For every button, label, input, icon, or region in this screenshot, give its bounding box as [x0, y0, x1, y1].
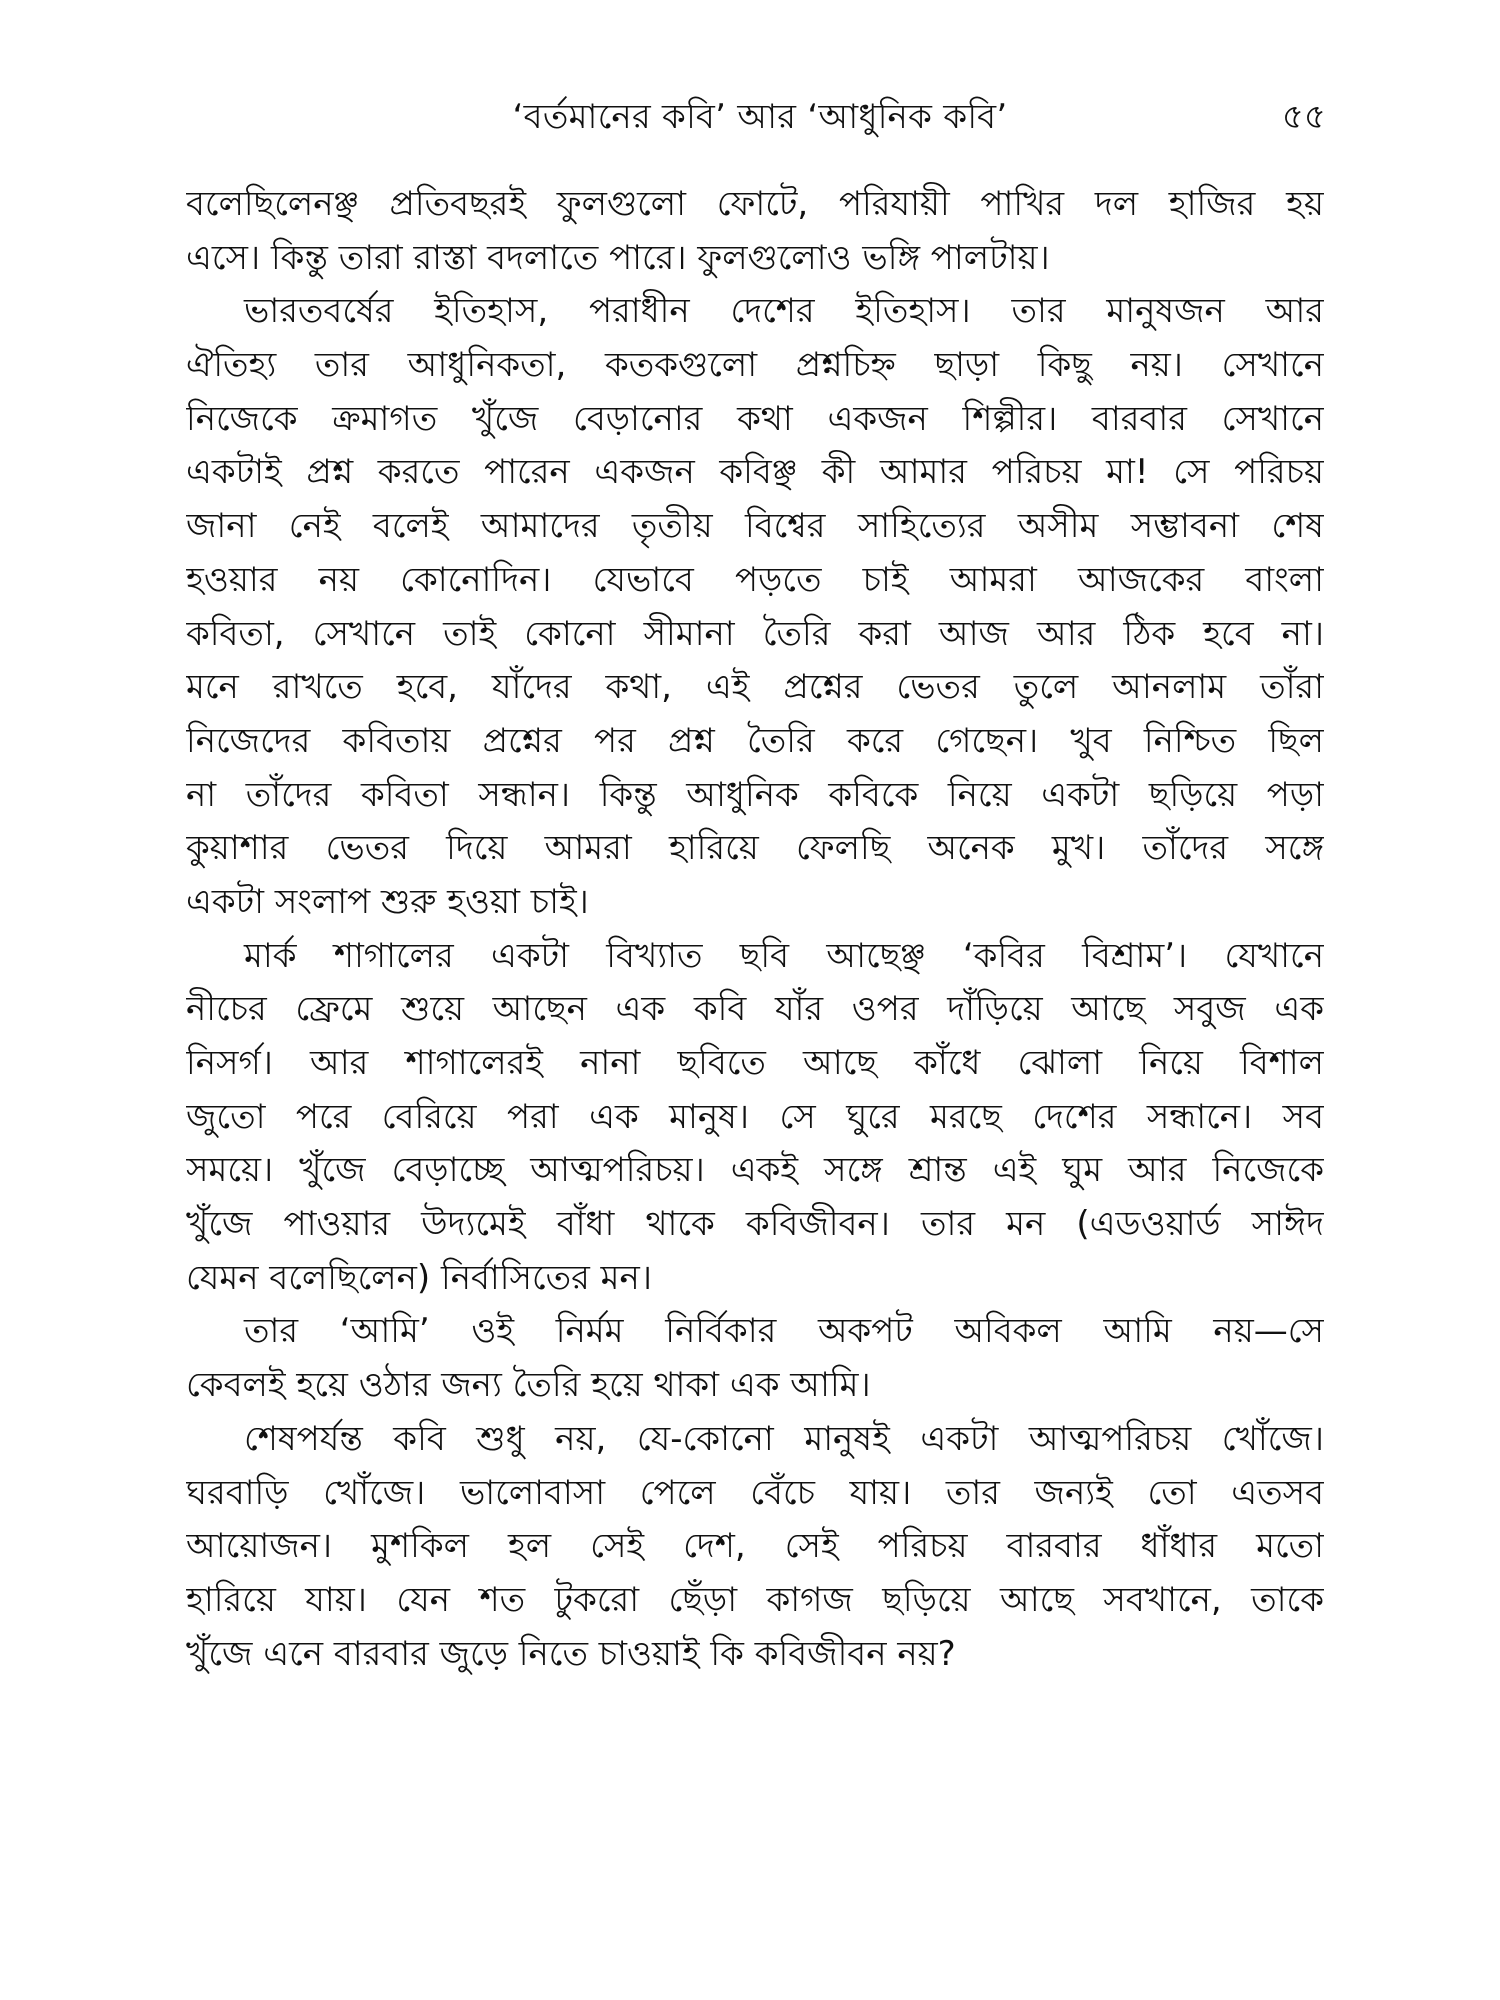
- text-line: একটা সংলাপ শুরু হওয়া চাই।: [186, 881, 589, 922]
- running-title: ‘বর্তমানের কবি’ আর ‘আধুনিক কবি’: [512, 97, 1008, 137]
- paragraph-2: [186, 285, 1324, 929]
- text-line: বলেছিলেনঞ্ছ প্রতিবছরই ফুলগুলো ফোটে, পরিযায়ী পাখির দল হাজির হয়: [186, 184, 1324, 224]
- text-line: নিজেদের কবিতায় প্রশ্নের পর প্রশ্ন তৈরি করে গেছেন। খুব নিশ্চিত ছিল: [186, 720, 1324, 761]
- text-line: সময়ে। খুঁজে বেড়াচ্ছে আত্মপরিচয়। একই সঙ্গে শ্রান্ত এই ঘুম আর নিজেকে: [186, 1150, 1324, 1191]
- text-line: নীচের ফ্রেমে শুয়ে আছেন এক কবি যাঁর ওপর দাঁড়িয়ে আছে সবুজ এক: [186, 989, 1324, 1030]
- paragraph-4: [186, 1305, 1324, 1412]
- text-line: ঘরবাড়ি খোঁজে। ভালোবাসা পেলে বেঁচে যায়। তার জন্যই তো এতসব: [186, 1472, 1324, 1513]
- text-line: জানা নেই বলেই আমাদের তৃতীয় বিশ্বের সাহিত্যের অসীম সম্ভাবনা শেষ: [186, 506, 1324, 547]
- page-number: ৫৫: [1281, 97, 1326, 137]
- running-header: [190, 92, 1330, 142]
- text-line: মনে রাখতে হবে, যাঁদের কথা, এই প্রশ্নের ভেতর তুলে আনলাম তাঁরা: [186, 667, 1324, 708]
- text-line: এসে। কিন্তু তারা রাস্তা বদলাতে পারে। ফুলগুলোও ভঙ্গি পালটায়।: [186, 237, 1050, 278]
- text-line: যেমন বলেছিলেন) নির্বাসিতের মন।: [186, 1257, 652, 1298]
- text-line: জুতো পরে বেরিয়ে পরা এক মানুষ। সে ঘুরে মরছে দেশের সন্ধানে। সব: [186, 1096, 1324, 1137]
- text-line: তার ‘আমি’ ওই নির্মম নির্বিকার অকপট অবিকল আমি নয়—সে: [244, 1311, 1324, 1352]
- text-line: না তাঁদের কবিতা সন্ধান। কিন্তু আধুনিক কবিকে নিয়ে একটা ছড়িয়ে পড়া: [186, 774, 1324, 815]
- paragraph-5: [186, 1413, 1324, 1681]
- text-line: মার্ক শাগালের একটা বিখ্যাত ছবি আছেঞ্ছ ‘কবির বিশ্রাম’। যেখানে: [244, 935, 1324, 976]
- text-line: খুঁজে পাওয়ার উদ্যমেই বাঁধা থাকে কবিজীবন। তার মন (এডওয়ার্ড সাঈদ: [186, 1204, 1324, 1245]
- text-line: শেষপর্যন্ত কবি শুধু নয়, যে-কোনো মানুষই একটা আত্মপরিচয় খোঁজে।: [244, 1418, 1324, 1459]
- body-text: [186, 178, 1324, 1681]
- text-line: কবিতা, সেখানে তাই কোনো সীমানা তৈরি করা আজ আর ঠিক হবে না।: [186, 613, 1324, 654]
- text-line: ভারতবর্ষের ইতিহাস, পরাধীন দেশের ইতিহাস। তার মানুষজন আর: [244, 291, 1324, 332]
- text-line: নিসর্গ। আর শাগালেরই নানা ছবিতে আছে কাঁধে ঝোলা নিয়ে বিশাল: [186, 1043, 1324, 1083]
- text-line: নিজেকে ক্রমাগত খুঁজে বেড়ানোর কথা একজন শিল্পীর। বারবার সেখানে: [186, 398, 1324, 439]
- text-line: কেবলই হয়ে ওঠার জন্য তৈরি হয়ে থাকা এক আমি।: [186, 1365, 871, 1406]
- text-line: হওয়ার নয় কোনোদিন। যেভাবে পড়তে চাই আমরা আজকের বাংলা: [186, 559, 1324, 600]
- paragraph-3: [186, 930, 1324, 1306]
- text-line: একটাই প্রশ্ন করতে পারেন একজন কবিঞ্ছ কী আমার পরিচয় মা! সে পরিচয়: [186, 452, 1324, 493]
- text-line: কুয়াশার ভেতর দিয়ে আমরা হারিয়ে ফেলছি অনেক মুখ। তাঁদের সঙ্গে: [186, 828, 1324, 869]
- text-line: খুঁজে এনে বারবার জুড়ে নিতে চাওয়াই কি কবিজীবন নয়?: [186, 1633, 956, 1674]
- text-line: আয়োজন। মুশকিল হল সেই দেশ, সেই পরিচয় বারবার ধাঁধার মতো: [186, 1526, 1324, 1567]
- text-line: ঐতিহ্য তার আধুনিকতা, কতকগুলো প্রশ্নচিহ্ন ছাড়া কিছু নয়। সেখানে: [186, 345, 1324, 386]
- text-line: হারিয়ে যায়। যেন শত টুকরো ছেঁড়া কাগজ ছড়িয়ে আছে সবখানে, তাকে: [186, 1579, 1324, 1620]
- paragraph-1: [186, 178, 1324, 285]
